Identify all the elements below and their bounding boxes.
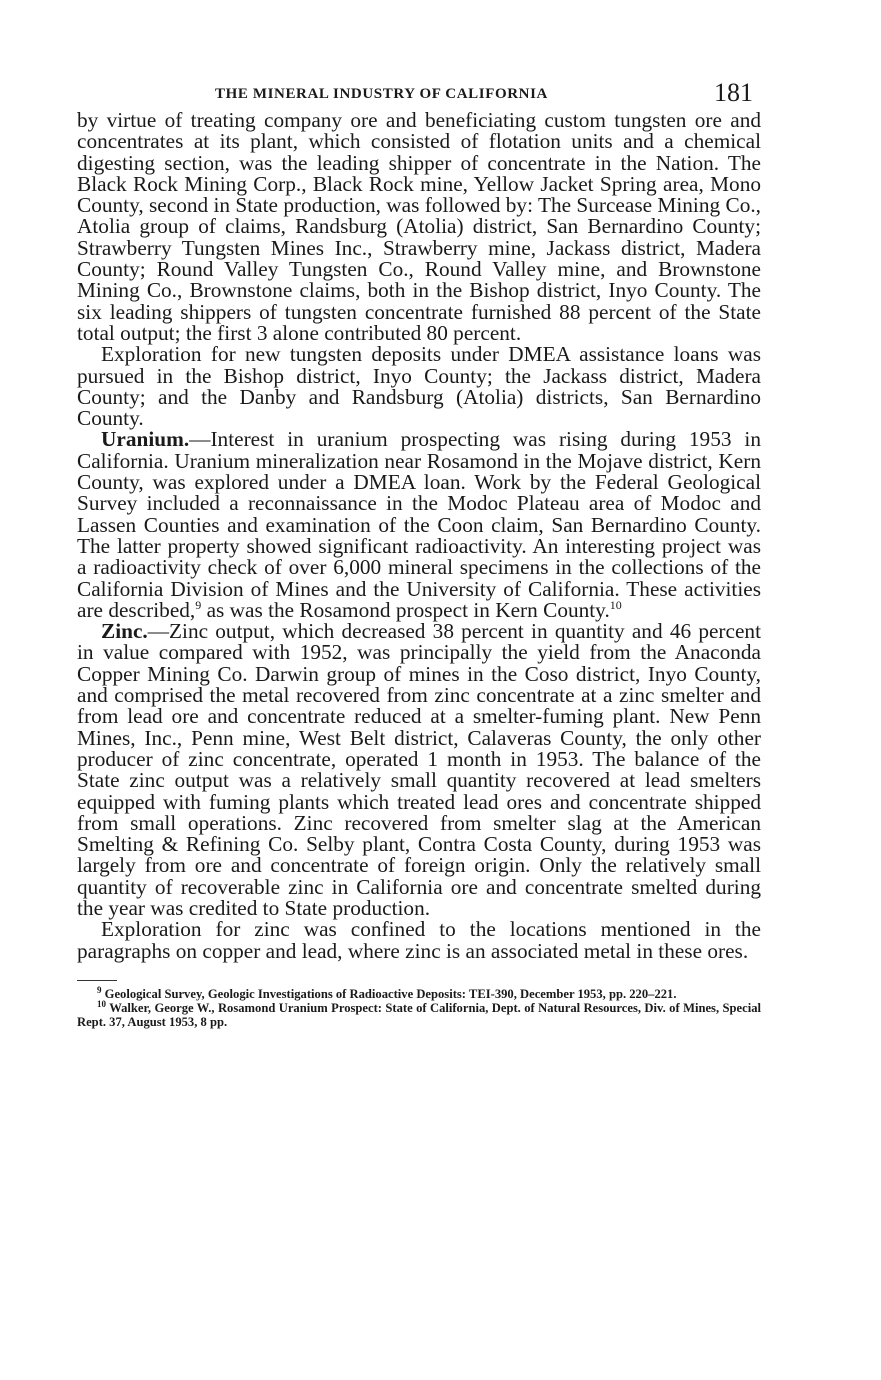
section-heading-uranium: Uranium. (101, 427, 190, 452)
footnote-text: Geological Survey, Geologic Investigations of Radioactive Deposits: TEI-390, December 1953, pp. 220–221. (104, 986, 677, 1001)
running-title: THE MINERAL INDUSTRY OF CALIFORNIA (215, 86, 548, 102)
footnote-10 (77, 998, 761, 1029)
section-heading-zinc: Zinc. (101, 619, 148, 644)
uranium-text-part-2: as was the Rosamond prospect in Kern County. (201, 597, 610, 622)
footnote-mark: 9 (97, 984, 102, 995)
footnote-9 (77, 984, 761, 1001)
footnote-ref-9: 9 (195, 597, 202, 612)
paragraph-zinc-exploration: Exploration for zinc was confined to the locations mentioned in the paragraphs on copper and lead, where zinc is an associated metal in these ores. (77, 917, 761, 963)
uranium-text-part-1: —Interest in uranium prospecting was rising during 1953 in California. Uranium mineralization near Rosamond in the Mojave district, Kern County, was explored under a DMEA loan. Work by the Federal Geological Survey included a reconnaissance in the Modoc Plateau area of Modoc and Lassen Counties and examination of the Coon claim, San Bernardino County. The latter property showed significant radioactivity. An interesting project was a radioactivity check of over 6,000 mineral specimens in the collections of the California Division of Mines and the University of California. These activities are described, (77, 427, 761, 622)
footnote-ref-10: 10 (609, 597, 622, 612)
running-header (77, 72, 761, 110)
paragraph-tungsten-shippers: by virtue of treating company ore and beneficiating custom tungsten ore and concentrates at its plant, which consisted of flotation units and a chemical digesting section, was the leading shipper of concentrate in the Nation. The Black Rock Mining Corp., Black Rock mine, Yellow Jacket Spring area, Mono County, second in State production, was followed by: The Surcease Mining Co., Atolia group of claims, Randsburg (Atolia) district, San Bernardino County; Strawberry Tungsten Mines Inc., Strawberry mine, Jackass district, Madera County; Round Valley Tungsten Co., Round Valley mine, and Brownstone Mining Co., Brownstone claims, both in the Bishop district, Inyo County. The six leading shippers of tungsten concentrate furnished 88 percent of the State total output; the first 3 alone contributed 80 percent. (77, 108, 761, 345)
document-page (77, 72, 761, 1029)
paragraph-zinc (77, 621, 761, 919)
footnote-text: Walker, George W., Rosamond Uranium Prospect: State of California, Dept. of Natural Resources, Div. of Mines, Special Rept. 37, August 1953, 8 pp. (77, 1000, 761, 1029)
footnote-rule (77, 980, 117, 981)
zinc-text: —Zinc output, which decreased 38 percent in quantity and 46 percent in value compared with 1952, was principally the yield from the Anaconda Copper Mining Co. Darwin group of mines in the Coso district, Inyo County, and comprised the metal recovered from zinc concentrate at a zinc smelter and from lead ore and concentrate reduced at a smelter-fuming plant. New Penn Mines, Inc., Penn mine, West Belt district, Calaveras County, the only other producer of zinc concentrate, operated 1 month in 1953. The balance of the State zinc output was a relatively small quantity recovered at lead smelters equipped with fuming plants which treated lead ores and concentrate shipped from small operations. Zinc recovered from smelter slag at the American Smelting & Refining Co. Selby plant, Contra Costa County, during 1953 was largely from ore and concentrate of foreign origin. Only the relatively small quantity of recoverable zinc in California ore and concentrate smelted during the year was credited to State production. (77, 619, 761, 920)
paragraph-uranium (77, 429, 761, 621)
footnote-mark: 10 (97, 998, 106, 1009)
body-text (77, 110, 761, 962)
paragraph-tungsten-exploration: Exploration for new tungsten deposits under DMEA assistance loans was pursued in the Bishop district, Inyo County; the Jackass district, Madera County; and the Danby and Randsburg (Atolia) districts, San Bernardino County. (77, 342, 761, 431)
footnotes (77, 980, 761, 1029)
page-number: 181 (714, 78, 753, 107)
